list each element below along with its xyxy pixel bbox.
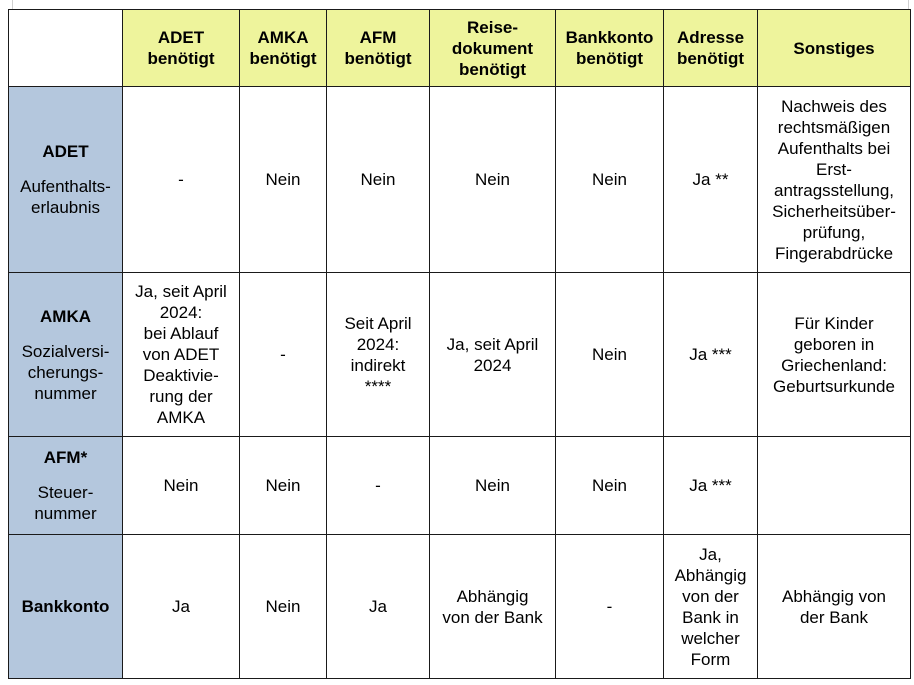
row-header-title: AMKA [40,306,91,326]
table-cell: Ja [327,535,430,679]
table-cell: Ja *** [664,437,758,535]
table-cell: Nein [240,535,327,679]
row-header-title: ADET [42,142,89,161]
table-cell: Ja *** [664,273,758,437]
column-header: Adresse benötigt [664,10,758,87]
table-cell: Für Kinder geboren in Griechenland: Geburtsurkunde [758,273,911,437]
row-header-subtitle: Aufenthalts- erlaubnis [20,177,111,217]
table-corner-cell [9,10,123,87]
row-header [9,535,123,679]
table-cell: Abhängig von der Bank [758,535,911,679]
table-cell: Nein [556,273,664,437]
table-row [9,87,911,273]
row-header [9,437,123,535]
column-header: ADET benötigt [123,10,240,87]
row-header [9,273,123,437]
document-requirements-table [8,9,911,679]
table-row [9,437,911,535]
table-cell: Nachweis des rechtsmäßigen Aufenthalts bei Erst- antragsstellung, Sicherheitsüber- prüfung, Fingerabdrücke [758,87,911,273]
table-cell: Nein [556,87,664,273]
table-cell: Ja, Abhängig von der Bank in welcher Form [664,535,758,679]
table-cell: Nein [327,87,430,273]
table-cell: Abhängig von der Bank [430,535,556,679]
column-header: Bankkonto benötigt [556,10,664,87]
table-cell: Ja, seit April 2024: bei Ablauf von ADET Deaktivie- rung der AMKA [123,273,240,437]
page-margin-guide-left [12,0,13,9]
table-cell: - [327,437,430,535]
table-cell: - [240,273,327,437]
column-header: Reise- dokument benötigt [430,10,556,87]
column-header: Sonstiges [758,10,911,87]
table-cell: Ja ** [664,87,758,273]
page-margin-guide-right [908,0,909,9]
column-header: AMKA benötigt [240,10,327,87]
table-cell: Nein [240,87,327,273]
table-row [9,273,911,437]
table-cell: Nein [430,437,556,535]
table-cell [758,437,911,535]
table-header-row [9,10,911,87]
row-header-title: AFM* [43,448,88,467]
table-cell: Seit April 2024: indirekt **** [327,273,430,437]
row-header-subtitle: Steuer- nummer [34,483,97,523]
table-cell: Ja [123,535,240,679]
row-header [9,87,123,273]
table-row [9,535,911,679]
table-cell: Nein [123,437,240,535]
table-cell: - [123,87,240,273]
table-cell: Nein [556,437,664,535]
table-cell: Nein [430,87,556,273]
column-header: AFM benötigt [327,10,430,87]
row-header-title: Bankkonto [21,597,110,616]
table-cell: Ja, seit April 2024 [430,273,556,437]
table-cell: - [556,535,664,679]
table-cell: Nein [240,437,327,535]
row-header-subtitle: Sozialversi- cherungs- nummer [21,341,110,403]
